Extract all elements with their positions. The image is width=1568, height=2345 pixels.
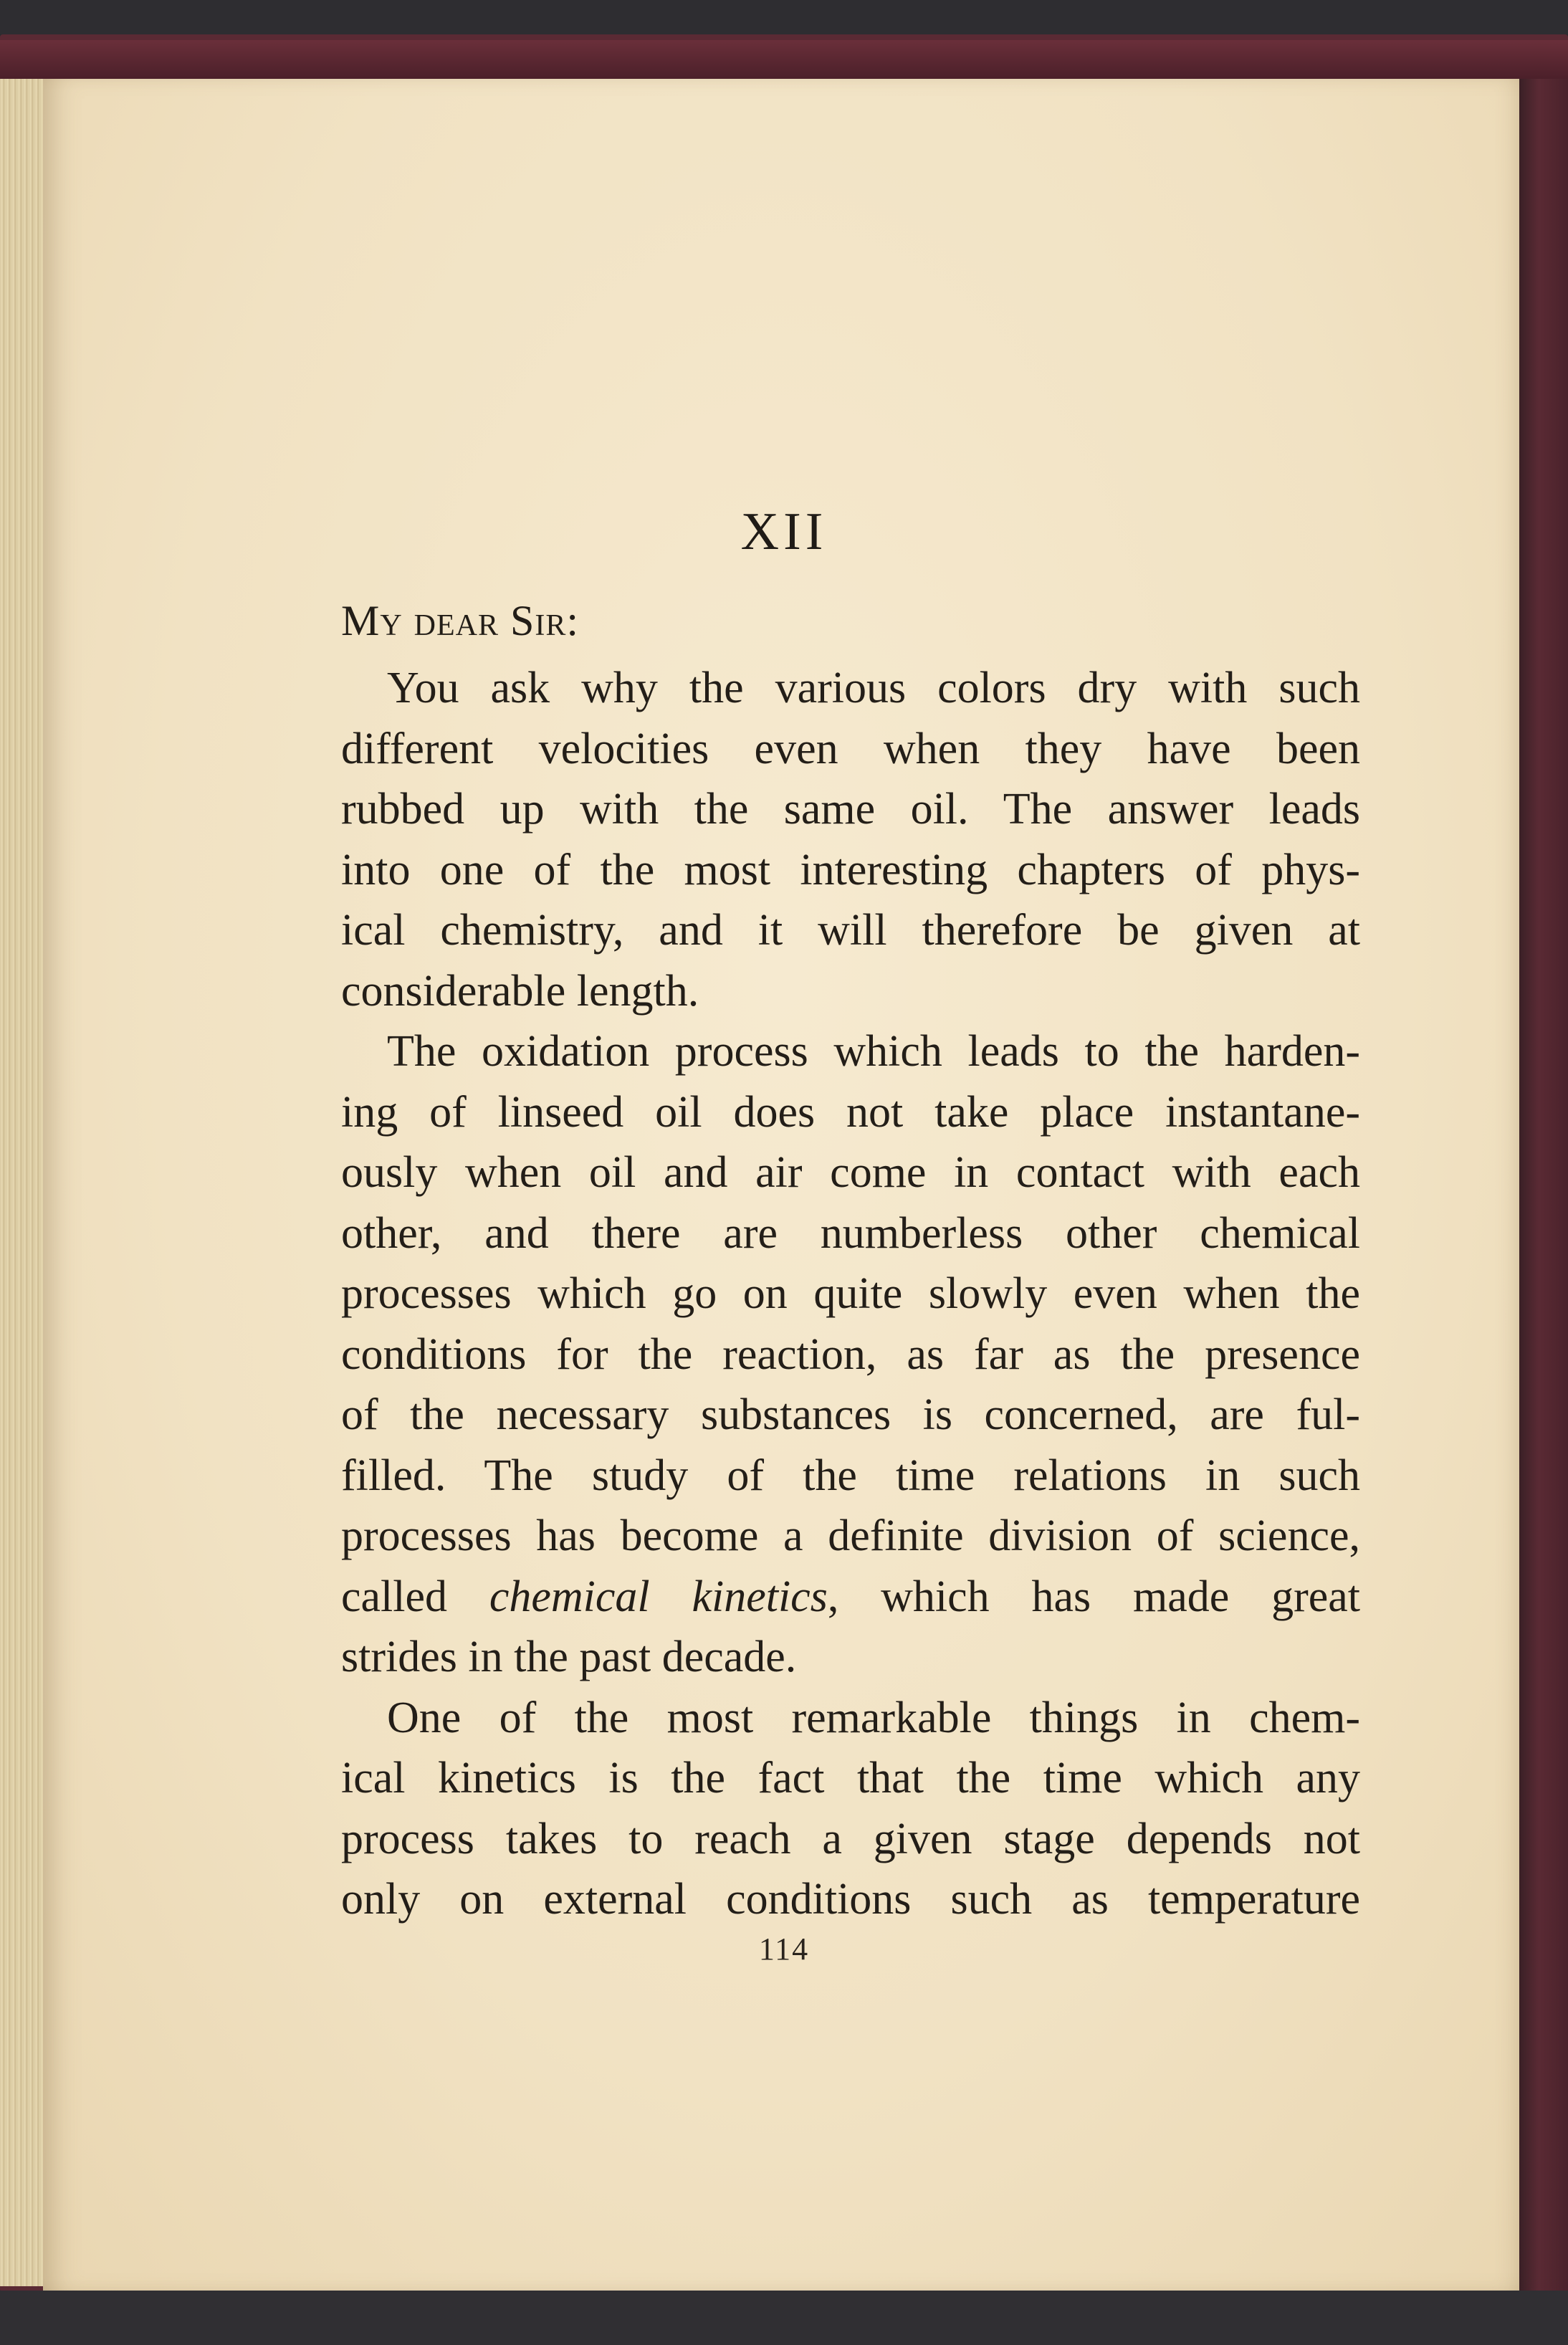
text-line: processes has become a definite division of science, [341, 1511, 1360, 1560]
text-line: The oxidation process which leads to the harden- [387, 1027, 1360, 1076]
salutation-text: My dear Sir [341, 597, 567, 644]
salutation-colon: : [566, 597, 580, 644]
text-line: filled. The study of the time relations in such [341, 1451, 1360, 1500]
kinetics-after: , which has made great [827, 1572, 1360, 1621]
text-line: conditions for the reaction, as far as the presence [341, 1329, 1360, 1379]
text-line: ously when oil and air come in contact with each [341, 1148, 1360, 1197]
scan-background-top [0, 0, 1568, 34]
text-line: considerable length. [341, 966, 699, 1016]
text-line: rubbed up with the same oil. The answer leads [341, 785, 1360, 834]
text-line: One of the most remarkable things in chem- [387, 1693, 1360, 1742]
text-line-kinetics [341, 1567, 1360, 1628]
book-cover-top-edge [0, 40, 1568, 80]
text-line: ical kinetics is the fact that the time which any [341, 1754, 1360, 1802]
text-line: process takes to reach a given stage depends not [341, 1814, 1360, 1863]
text-line: ing of linseed oil does not take place instantane- [341, 1087, 1360, 1137]
text-line: You ask why the various colors dry with such [387, 664, 1360, 712]
text-line: of the necessary substances is concerned, are ful- [341, 1390, 1360, 1439]
page-number: 114 [758, 1931, 810, 1967]
chapter-heading: XII [740, 502, 828, 561]
text-line: only on external conditions such as temperature [341, 1875, 1360, 1924]
text-line: processes which go on quite slowly even when the [341, 1269, 1360, 1318]
text-line: ical chemistry, and it will therefore be given at [341, 906, 1360, 955]
text-line: into one of the most interesting chapters of phys- [341, 845, 1360, 894]
scan-background-bottom [0, 2291, 1568, 2345]
text-line: different velocities even when they have been [341, 724, 1360, 773]
salutation [341, 596, 579, 646]
kinetics-before: called [341, 1572, 489, 1621]
body-text [341, 658, 1360, 1930]
italic-term: chemical kinetics [489, 1572, 828, 1621]
text-line: strides in the past decade. [341, 1633, 797, 1681]
text-line: other, and there are numberless other chemical [341, 1208, 1360, 1258]
